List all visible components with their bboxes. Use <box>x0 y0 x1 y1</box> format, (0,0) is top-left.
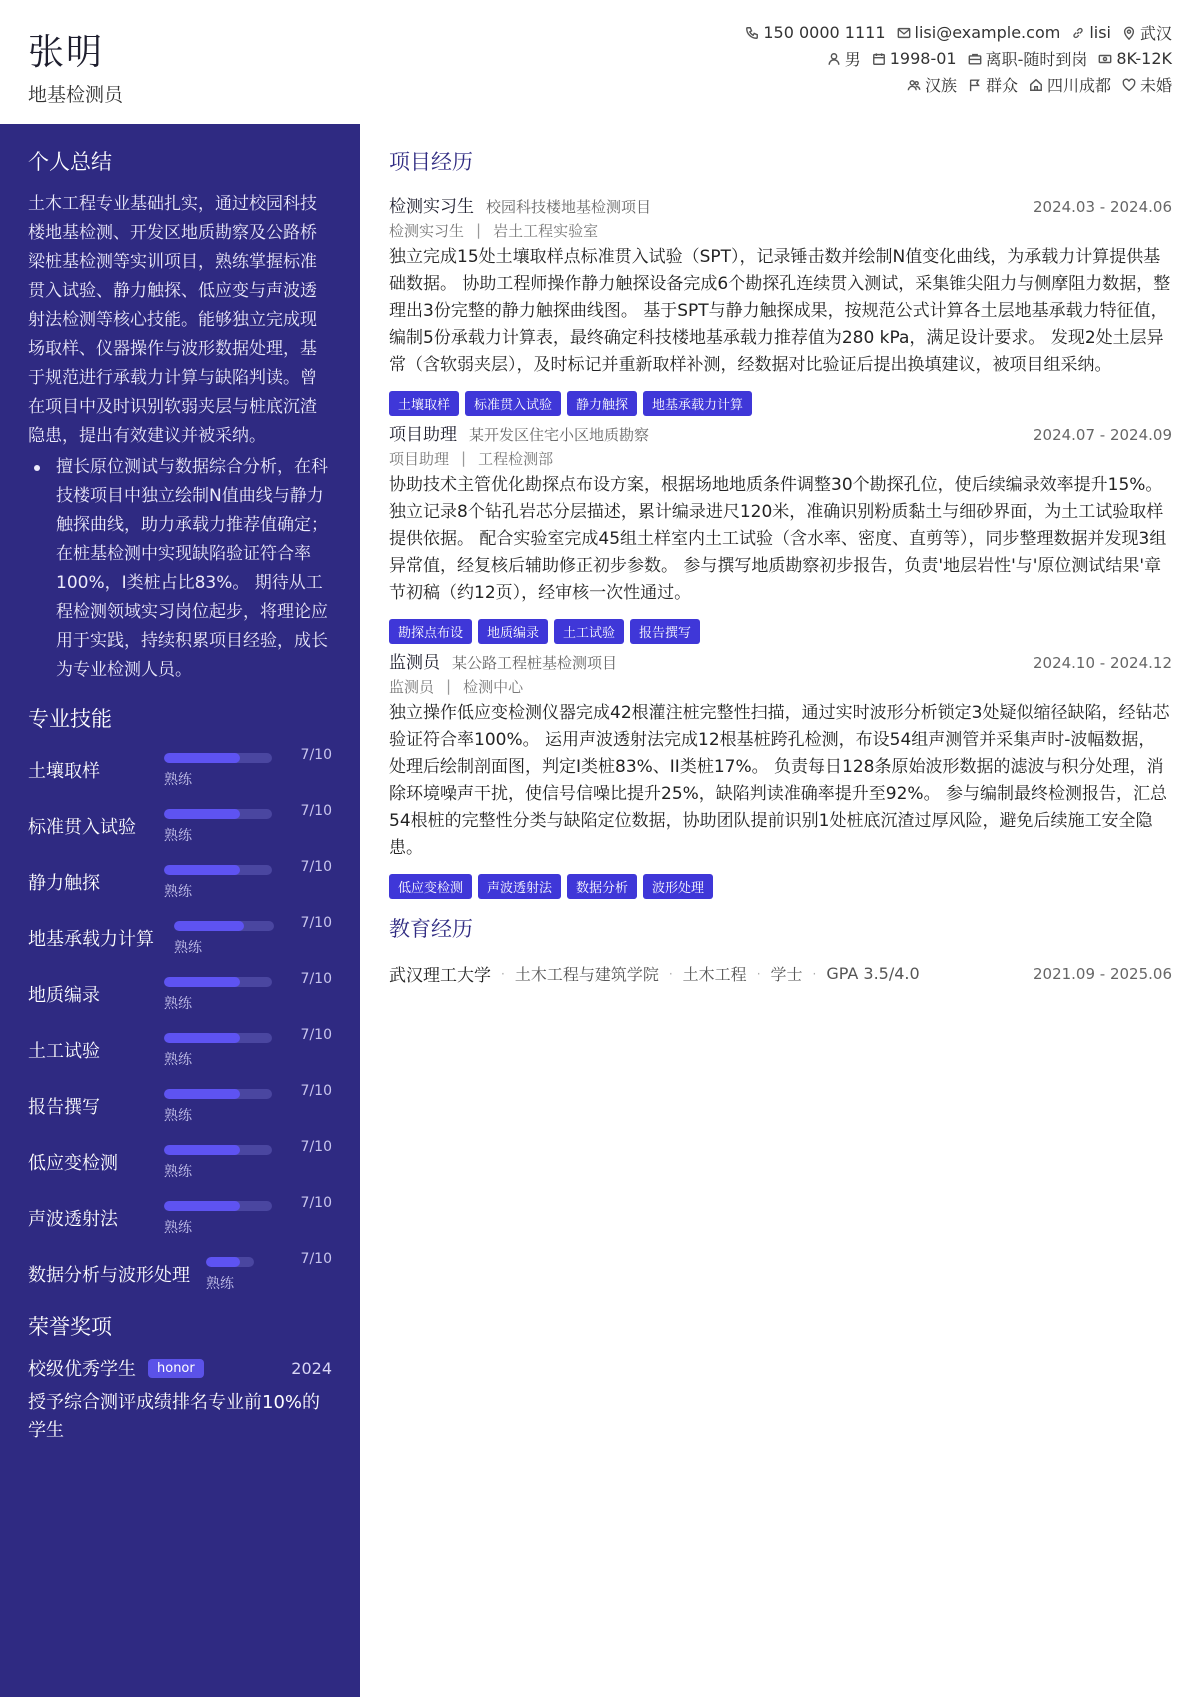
skill-level: 熟练 <box>174 940 202 956</box>
skill-name: 地基承载力计算 <box>28 929 154 950</box>
skill-row <box>28 1245 332 1301</box>
skill-score: 7/10 <box>300 747 332 763</box>
project-date: 2024.10 - 2024.12 <box>1032 654 1172 672</box>
project-department: 检测中心 <box>463 677 524 696</box>
skill-row <box>28 965 332 1021</box>
skill-score: 7/10 <box>300 915 332 931</box>
skill-meter <box>164 747 332 787</box>
skill-meter <box>164 1027 332 1067</box>
skill-bar <box>164 1201 272 1211</box>
separator: · <box>501 966 505 981</box>
skill-bar-fill <box>164 809 240 819</box>
project-description: 独立操作低应变检测仪器完成42根灌注桩完整性扫描，通过实时波形分析锁定3处疑似缩径缺陷，经钻芯验证符合率100%。 运用声波透射法完成12根基桩跨孔检测，布设54组声测管并采集声时-波幅数据，处理后绘制剖面图，判定I类桩83%、II类桩17%。 负责每日128条原始波形数据的滤波与积分处理，消除环境噪声干扰，使信号信噪比提升25%，缺陷判读准确率提升至92%。 参与编制最终检测报告，汇总54根桩的完整性分类与缺陷定位数据，协助团队提前识别1处桩底沉渣过厚风险，避免后续施工安全隐患。 <box>389 703 1170 858</box>
skill-meter <box>164 1083 332 1123</box>
tag: 标准贯入试验 <box>465 391 561 416</box>
project-position: 检测实习生 <box>389 221 465 240</box>
skill-row <box>28 1133 332 1189</box>
separator: | <box>476 221 482 239</box>
tag: 土工试验 <box>554 619 624 644</box>
skill-level: 熟练 <box>164 1220 192 1236</box>
skill-score: 7/10 <box>300 1027 332 1043</box>
flag-icon <box>968 78 982 92</box>
tag: 波形处理 <box>643 874 713 899</box>
project-role: 监测员 <box>389 653 440 673</box>
skill-meter <box>164 803 332 843</box>
skill-name: 低应变检测 <box>28 1153 118 1174</box>
contact-hometown: 四川成都 <box>1029 73 1111 96</box>
link-icon <box>1071 26 1085 40</box>
honor-badge: honor <box>148 1359 204 1378</box>
education-heading: 教育经历 <box>389 917 473 941</box>
education-degree: 学士 <box>770 965 803 984</box>
skill-score: 7/10 <box>300 859 332 875</box>
separator: · <box>812 966 817 981</box>
project-name: 校园科技楼地基检测项目 <box>486 198 652 216</box>
skill-row <box>28 741 332 797</box>
tag: 数据分析 <box>567 874 637 899</box>
skill-meter <box>164 1139 332 1179</box>
separator: | <box>461 449 467 467</box>
tag: 低应变检测 <box>389 874 472 899</box>
skill-name: 地质编录 <box>28 985 100 1006</box>
location-icon <box>1122 26 1136 40</box>
heart-icon <box>1122 78 1136 92</box>
project-subtitle <box>389 674 1172 698</box>
tag: 声波透射法 <box>478 874 561 899</box>
skill-bar-fill <box>164 753 240 763</box>
mail-icon <box>897 26 911 40</box>
contact-location: 武汉 <box>1122 21 1172 44</box>
honor-year: 2024 <box>291 1358 332 1378</box>
honor-row <box>28 1355 332 1381</box>
skill-level: 熟练 <box>164 996 192 1012</box>
projects-heading: 项目经历 <box>389 150 473 174</box>
skill-row <box>28 853 332 909</box>
skill-name: 报告撰写 <box>28 1097 100 1118</box>
skill-bar-fill <box>164 977 240 987</box>
education-item <box>389 961 1172 986</box>
contact-info <box>745 22 1172 95</box>
education-school: 武汉理工大学 <box>389 966 491 986</box>
skill-bar <box>164 1145 272 1155</box>
honor-description: 授予综合测评成绩排名专业前10%的学生 <box>28 1392 321 1441</box>
skill-bar-fill <box>164 1145 240 1155</box>
contact-birth: 1998-01 <box>872 49 957 68</box>
skill-level: 熟练 <box>164 828 192 844</box>
skill-bar <box>164 809 272 819</box>
contact-row <box>827 48 1172 69</box>
project-description: 协助技术主管优化勘探点布设方案，根据场地地质条件调整30个勘探孔位，使后续编录效率提升15%。 独立记录8个钻孔岩芯分层描述，累计编录进尺120米，准确识别粉质黏土与细砂界面，为土工试验取样提供依据。 配合实验室完成45组土样室内土工试验（含水率、密度、直剪等），同步整理数据并发现3组异常值，经复核后辅助修正初步参数。 参与撰写地质勘察初步报告，负责'地层岩性'与'原位测试结果'章节初稿（约12页），经审核一次性通过。 <box>389 475 1167 603</box>
job-title: 地基检测员 <box>28 84 124 106</box>
education-gpa: GPA 3.5/4.0 <box>826 964 920 983</box>
project-department: 工程检测部 <box>478 449 554 468</box>
project-department: 岩土工程实验室 <box>493 221 599 240</box>
money-icon <box>1098 52 1112 66</box>
separator: · <box>668 966 673 981</box>
education-college: 土木工程与建筑学院 <box>514 965 659 984</box>
skill-bar <box>164 1033 272 1043</box>
skill-meter <box>206 1251 332 1291</box>
project-item <box>389 420 1172 644</box>
skill-level: 熟练 <box>164 1164 192 1180</box>
separator: | <box>446 677 452 695</box>
contact-phone: 150 0000 1111 <box>745 23 885 42</box>
summary-bullet: 擅长原位测试与数据综合分析，在科技楼项目中独立绘制N值曲线与静力触探曲线，助力承载力推荐值确定；在桩基检测中实现缺陷验证符合率100%，I类桩占比83%。 期待从工程检测领域实习岗位起步，将理论应用于实践，持续积累项目经验，成长为专业检测人员。 <box>28 453 332 685</box>
main-content <box>389 124 1172 986</box>
skill-score: 7/10 <box>300 1251 332 1267</box>
skill-row <box>28 1189 332 1245</box>
project-description: 独立完成15处土壤取样点标准贯入试验（SPT），记录锤击数并绘制N值变化曲线，为承载力计算提供基础数据。 协助工程师操作静力触探设备完成6个勘探孔连续贯入测试，采集锥尖阻力与侧摩阻力数据，整理出3份完整的静力触探曲线图。 基于SPT与静力触探成果，按规范公式计算各土层地基承载力特征值，编制5份承载力计算表，最终确定科技楼地基承载力推荐值为280 kPa，满足设计要求。 发现2处土层异常（含软弱夹层），及时标记并重新取样补测，经数据对比验证后提出换填建议，被项目组采纳。 <box>389 247 1171 375</box>
contact-marital: 未婚 <box>1122 73 1172 96</box>
skill-bar <box>164 977 272 987</box>
project-date: 2024.03 - 2024.06 <box>1032 198 1172 216</box>
contact-email: lisi@example.com <box>897 23 1061 42</box>
skill-row <box>28 797 332 853</box>
summary-text: 土木工程专业基础扎实，通过校园科技楼地基检测、开发区地质勘察及公路桥梁桩基检测等实训项目，熟练掌握标准贯入试验、静力触探、低应变与声波透射法检测等核心技能。能够独立完成现场取样、仪器操作与波形数据处理，基于规范进行承载力计算与缺陷判读。曾在项目中及时识别软弱夹层与桩底沉渣隐患，提出有效建议并被采纳。 <box>28 194 317 446</box>
contact-row <box>907 74 1172 95</box>
skill-row <box>28 909 332 965</box>
skill-bar <box>164 1089 272 1099</box>
skill-bar-fill <box>164 1089 240 1099</box>
tag: 报告撰写 <box>630 619 700 644</box>
skill-name: 标准贯入试验 <box>28 817 136 838</box>
project-item <box>389 648 1172 899</box>
contact-ethnicity: 汉族 <box>907 73 957 96</box>
skill-bar-fill <box>174 921 244 931</box>
user-icon <box>827 52 841 66</box>
skill-name: 土工试验 <box>28 1041 100 1062</box>
resume-header <box>0 0 1200 124</box>
tag: 勘探点布设 <box>389 619 472 644</box>
skill-bar-fill <box>164 865 240 875</box>
project-tags <box>389 391 1172 416</box>
skill-bar <box>174 921 274 931</box>
briefcase-icon <box>968 52 982 66</box>
sidebar <box>0 124 360 1697</box>
skill-level: 熟练 <box>164 1052 192 1068</box>
skill-row <box>28 1077 332 1133</box>
skill-level: 熟练 <box>164 772 192 788</box>
contact-salary: 8K-12K <box>1098 49 1172 68</box>
skill-score: 7/10 <box>300 971 332 987</box>
education-major: 土木工程 <box>682 965 747 984</box>
project-tags <box>389 874 1172 899</box>
project-item <box>389 192 1172 416</box>
contact-gender: 男 <box>827 47 861 70</box>
summary-heading: 个人总结 <box>28 150 112 174</box>
skill-row <box>28 1021 332 1077</box>
skill-level: 熟练 <box>206 1276 234 1292</box>
skill-bar-fill <box>164 1201 240 1211</box>
contact-status: 离职-随时到岗 <box>968 47 1088 70</box>
separator: · <box>756 966 761 981</box>
skills-heading: 专业技能 <box>28 707 112 731</box>
tag: 地基承载力计算 <box>643 391 752 416</box>
skill-name: 土壤取样 <box>28 761 100 782</box>
tag: 静力触探 <box>567 391 637 416</box>
project-tags <box>389 619 1172 644</box>
project-subtitle <box>389 218 1172 242</box>
summary-bullets <box>28 453 332 685</box>
people-icon <box>907 78 921 92</box>
skill-level: 熟练 <box>164 1108 192 1124</box>
skill-bar <box>206 1257 254 1267</box>
contact-political: 群众 <box>968 73 1018 96</box>
phone-icon <box>745 26 759 40</box>
skill-score: 7/10 <box>300 1195 332 1211</box>
project-position: 项目助理 <box>389 449 450 468</box>
contact-link: lisi <box>1071 23 1111 42</box>
candidate-name: 张明 <box>28 32 105 73</box>
skill-bar-fill <box>164 1033 240 1043</box>
skill-meter <box>164 971 332 1011</box>
skill-name: 声波透射法 <box>28 1209 118 1230</box>
skill-score: 7/10 <box>300 803 332 819</box>
honors-heading: 荣誉奖项 <box>28 1315 112 1339</box>
tag: 土壤取样 <box>389 391 459 416</box>
project-date: 2024.07 - 2024.09 <box>1032 426 1172 444</box>
skill-name: 静力触探 <box>28 873 100 894</box>
education-date: 2021.09 - 2025.06 <box>1032 964 1172 983</box>
skill-meter <box>164 859 332 899</box>
skill-bar-fill <box>206 1257 240 1267</box>
skill-score: 7/10 <box>300 1083 332 1099</box>
skill-name: 数据分析与波形处理 <box>28 1265 190 1286</box>
project-subtitle <box>389 446 1172 470</box>
calendar-icon <box>872 52 886 66</box>
skill-level: 熟练 <box>164 884 192 900</box>
project-role: 检测实习生 <box>389 197 474 217</box>
skill-score: 7/10 <box>300 1139 332 1155</box>
skills-list <box>28 741 332 1301</box>
tag: 地质编录 <box>478 619 548 644</box>
project-role: 项目助理 <box>389 425 457 445</box>
honor-name: 校级优秀学生 <box>28 1359 136 1380</box>
skill-meter <box>174 915 332 955</box>
home-icon <box>1029 78 1043 92</box>
project-name: 某开发区住宅小区地质勘察 <box>469 426 650 444</box>
skill-bar <box>164 753 272 763</box>
skill-bar <box>164 865 272 875</box>
project-position: 监测员 <box>389 677 435 696</box>
contact-row <box>745 22 1172 43</box>
project-name: 某公路工程桩基检测项目 <box>452 654 618 672</box>
honor-item <box>28 1355 332 1445</box>
skill-meter <box>164 1195 332 1235</box>
